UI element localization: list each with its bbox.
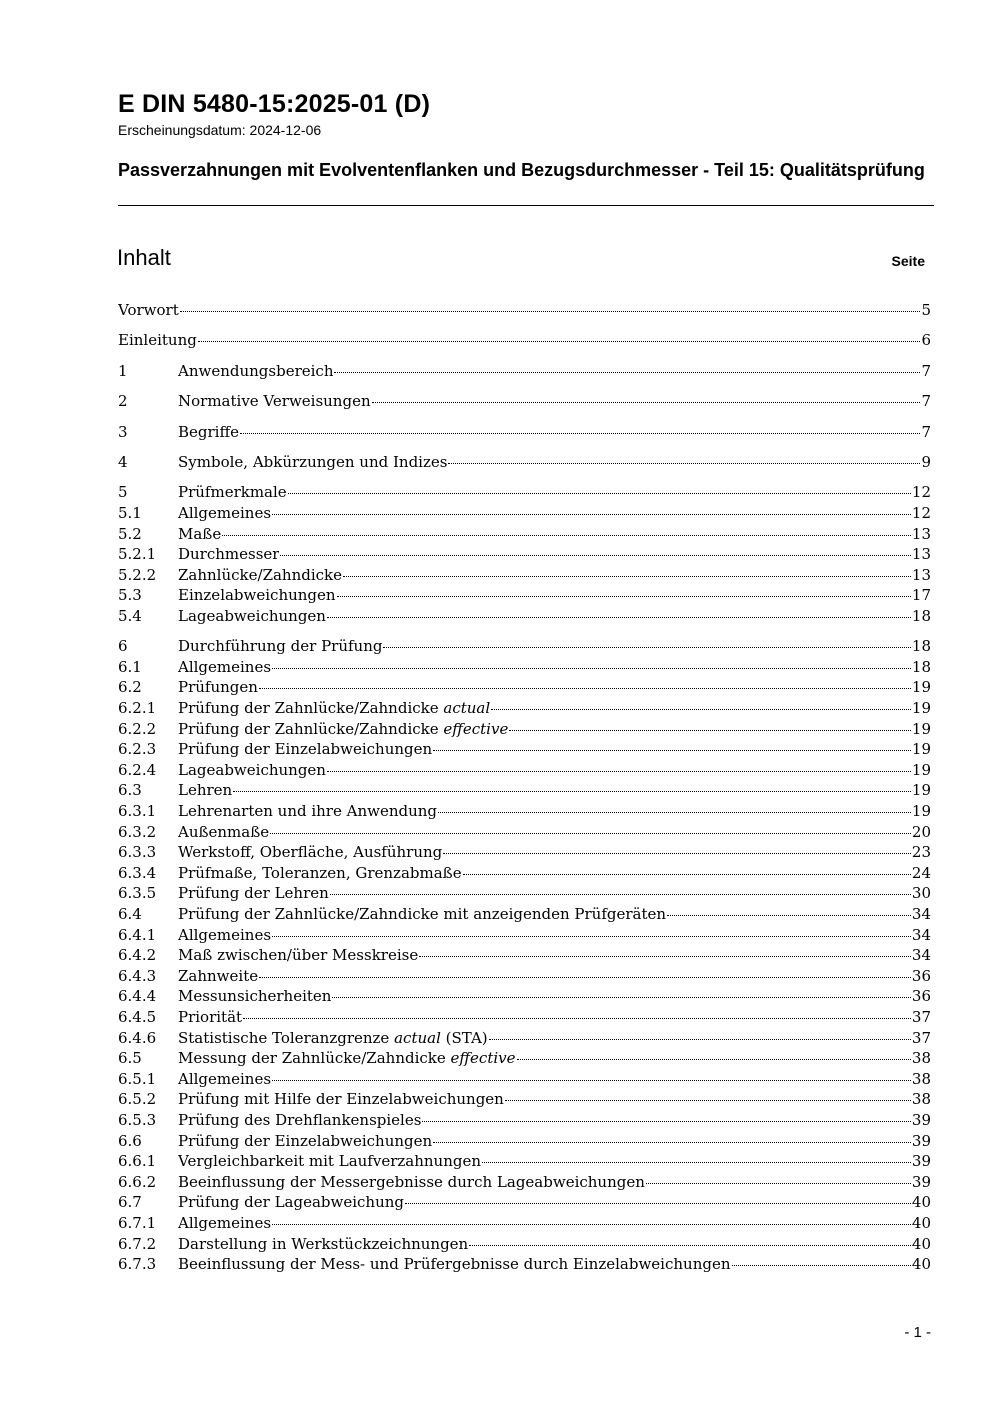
toc-entry-number: 6.4.4: [118, 987, 157, 1006]
document-title: Passverzahnungen mit Evolventenflanken und Bezugsdurchmesser - Teil 15: Qualitätsprüfung: [118, 160, 925, 180]
toc-entry-page: 39: [911, 1131, 931, 1150]
toc-entry[interactable]: [118, 1213, 931, 1234]
toc-entry-label-text: Zahnweite: [178, 966, 259, 985]
toc-entry-label: [178, 1172, 645, 1193]
toc-entry-number: 5.3: [118, 586, 142, 605]
toc-entry[interactable]: [118, 657, 931, 678]
toc-entry-number: 2: [118, 392, 128, 411]
toc-entry-label: [178, 636, 382, 657]
toc-dot-leader: [505, 1096, 911, 1101]
toc-entry-label: [178, 1131, 432, 1152]
toc-entry-label-text: Messung der Zahnlücke/Zahndicke: [178, 1049, 451, 1068]
toc-entry-label: [178, 1007, 242, 1028]
toc-entry-label: [178, 780, 232, 801]
toc-dot-leader: [180, 307, 921, 312]
toc-entry[interactable]: [118, 636, 931, 657]
toc-entry-number: 5.4: [118, 606, 142, 625]
toc-entry-label: [178, 452, 447, 473]
toc-entry[interactable]: [118, 1028, 931, 1049]
toc-entry-number: 6.4.6: [118, 1028, 157, 1047]
toc-entry-label-text: Darstellung in Werkstückzeichnungen: [178, 1234, 469, 1253]
toc-entry-page: 19: [911, 740, 931, 759]
toc-entry-page: 34: [911, 946, 931, 965]
toc-dot-leader: [489, 1035, 911, 1040]
toc-dot-leader: [272, 1220, 911, 1225]
toc-entry-page: 40: [911, 1255, 931, 1274]
toc-entry[interactable]: [118, 503, 931, 524]
toc-entry-label-text: Prüfung der Lageabweichung: [178, 1193, 405, 1212]
toc-dot-leader: [233, 787, 911, 792]
toc-entry[interactable]: [118, 842, 931, 863]
toc-entry-label-text: Einleitung: [118, 331, 197, 350]
toc-dot-leader: [272, 1076, 911, 1081]
toc-entry-number: 3: [118, 422, 128, 441]
toc-entry-page: 7: [921, 361, 931, 380]
toc-dot-leader: [491, 705, 911, 710]
toc-entry-label: [178, 1089, 504, 1110]
toc-entry-page: 9: [921, 452, 931, 471]
toc-entry-number: 6.3.4: [118, 863, 157, 882]
toc-entry-number: 6.3.3: [118, 843, 157, 862]
toc-entry-number: 6.4: [118, 905, 142, 924]
toc-entry-number: 6.4.3: [118, 966, 157, 985]
toc-entry-label-text: Prüfung der Zahnlücke/Zahndicke mit anzeigenden Prüfgeräten: [178, 905, 667, 924]
toc-entry-label-text: Vergleichbarkeit mit Laufverzahnungen: [178, 1152, 481, 1171]
toc-entry-label-text: Lehrenarten und ihre Anwendung: [178, 802, 438, 821]
toc-entry-page: 36: [911, 987, 931, 1006]
toc-dot-leader: [243, 1014, 911, 1019]
toc-entry-label-italic: actual: [443, 699, 491, 718]
toc-dot-leader: [517, 1055, 911, 1060]
toc-entry[interactable]: [118, 1131, 931, 1152]
toc-dot-leader: [259, 973, 911, 978]
toc-entry[interactable]: [118, 606, 931, 627]
toc-entry-label: [178, 422, 239, 443]
toc-entry-page: 5: [921, 301, 931, 319]
toc-entry-number: 6.1: [118, 657, 142, 676]
toc-entry-number: 6.2.4: [118, 760, 157, 779]
toc-entry-page: 37: [911, 1007, 931, 1026]
toc-entry-label-text: Prüfung der Einzelabweichungen: [178, 740, 433, 759]
toc-dot-leader: [469, 1241, 911, 1246]
publication-date: [118, 122, 321, 138]
toc-entry-label: [178, 698, 490, 719]
toc-entry-label-text: Werkstoff, Oberfläche, Ausführung: [178, 843, 443, 862]
toc-entry-label-text: Maße: [178, 524, 222, 543]
toc-entry-number: 4: [118, 452, 128, 471]
toc-entry-label: [178, 904, 666, 925]
toc-entry-label-text: Prüfmerkmale: [178, 483, 287, 502]
toc-entry-page: 19: [911, 678, 931, 697]
page-number: - 1 -: [904, 1324, 931, 1341]
toc-entry-number: 6.3: [118, 781, 142, 800]
toc-entry-page: 17: [911, 586, 931, 605]
toc-entry-label: [178, 1069, 271, 1090]
toc-entry[interactable]: [118, 986, 931, 1007]
toc-entry-label-text: Lageabweichungen: [178, 760, 326, 779]
toc-entry-number: 6.5.1: [118, 1069, 157, 1088]
toc-entry-label: [178, 822, 269, 843]
toc-entry-number: 6.6: [118, 1131, 142, 1150]
toc-entry[interactable]: [118, 361, 931, 382]
toc-entry-number: 6.5.3: [118, 1110, 157, 1129]
toc-entry-label-text: Beeinflussung der Messergebnisse durch Lageabweichungen: [178, 1172, 645, 1191]
toc-entry-page: 40: [911, 1213, 931, 1232]
toc-entry-page: 39: [911, 1110, 931, 1129]
toc-entry[interactable]: [118, 482, 931, 503]
toc-entry-label-text: Allgemeines: [178, 925, 272, 944]
toc-entry[interactable]: [118, 1069, 931, 1090]
toc-entry-page: 13: [911, 565, 931, 584]
toc-entry-label-suffix: (STA): [440, 1028, 488, 1047]
toc-entry-label: [178, 925, 271, 946]
toc-dot-leader: [509, 726, 911, 731]
toc-entry-page: 38: [911, 1049, 931, 1068]
toc-entry-label-text: Prüfmaße, Toleranzen, Grenzabmaße: [178, 863, 462, 882]
toc-entry-page: 19: [911, 699, 931, 718]
toc-entry[interactable]: [118, 780, 931, 801]
toc-entry-page: 13: [911, 524, 931, 543]
toc-entry-label: [178, 1213, 271, 1234]
toc-entry-number: 6.5: [118, 1049, 142, 1068]
toc-entry-page: 40: [911, 1234, 931, 1253]
toc-dot-leader: [433, 746, 911, 751]
toc-dot-leader: [422, 1117, 910, 1122]
toc-entry-number: 6.4.2: [118, 946, 157, 965]
toc-dot-leader: [443, 849, 911, 854]
toc-entry[interactable]: [118, 422, 931, 443]
toc-entry-number: 6.2.3: [118, 740, 157, 759]
toc-entry-label-text: Beeinflussung der Mess- und Prüfergebnisse durch Einzelabweichungen: [178, 1255, 731, 1274]
toc-entry-page: 12: [911, 503, 931, 522]
toc-entry-page: 23: [911, 843, 931, 862]
toc-entry-label: [178, 1254, 731, 1275]
toc-entry-number: 6.7.2: [118, 1234, 157, 1253]
toc-entry-number: 6.3.5: [118, 884, 157, 903]
toc-entry-number: 5.2: [118, 524, 142, 543]
toc-entry-label: [178, 585, 336, 606]
toc-entry[interactable]: [118, 719, 931, 740]
toc-entry-number: 6.5.2: [118, 1090, 157, 1109]
toc-entry-label-text: Messunsicherheiten: [178, 987, 332, 1006]
toc-entry-page: 20: [911, 822, 931, 841]
toc-dot-leader: [732, 1261, 911, 1266]
toc-entry-number: 5.2.1: [118, 545, 157, 564]
toc-entry-number: 5.1: [118, 503, 142, 522]
toc-entry-label: [178, 361, 333, 382]
toc-dot-leader: [433, 1138, 911, 1143]
toc-entry-label-text: Anwendungsbereich: [178, 361, 334, 380]
toc-entry-number: 6.3.1: [118, 802, 157, 821]
toc-entry-label: [118, 300, 179, 321]
toc-entry-label-text: Prüfung des Drehflankenspieles: [178, 1110, 422, 1129]
toc-entry[interactable]: [118, 1151, 931, 1172]
toc-entry[interactable]: [118, 1254, 931, 1275]
toc-entry-label: [178, 801, 437, 822]
toc-entry[interactable]: [118, 677, 931, 698]
toc-entry-page: 37: [911, 1028, 931, 1047]
toc-entry-page: 34: [911, 925, 931, 944]
toc-dot-leader: [337, 592, 911, 597]
toc-entry[interactable]: [118, 330, 931, 351]
toc-entry[interactable]: [118, 945, 931, 966]
toc-entry-number: 6.4.1: [118, 925, 157, 944]
toc-entry-label: [178, 503, 271, 524]
toc-entry-label: [178, 863, 462, 884]
toc-entry-number: 6.2.1: [118, 699, 157, 718]
toc-entry-label-text: Begriffe: [178, 422, 240, 441]
toc-dot-leader: [482, 1158, 911, 1163]
toc-entry-number: 6.2.2: [118, 719, 157, 738]
toc-entry-number: 6.2: [118, 678, 142, 697]
toc-entry-label-text: Durchführung der Prüfung: [178, 637, 383, 656]
toc-entry[interactable]: [118, 739, 931, 760]
contents-heading: Inhalt: [117, 245, 171, 270]
toc-entry-label-text: Symbole, Abkürzungen und Indizes: [178, 452, 448, 471]
toc-dot-leader: [288, 489, 911, 494]
toc-entry[interactable]: [118, 1089, 931, 1110]
toc-entry[interactable]: [118, 966, 931, 987]
toc-entry[interactable]: [118, 1110, 931, 1131]
toc-entry-label: [178, 883, 329, 904]
toc-entry-label: [178, 677, 258, 698]
toc-dot-leader: [327, 613, 911, 618]
toc-entry-number: 6.7.3: [118, 1255, 157, 1274]
toc-entry-label-text: Allgemeines: [178, 1069, 272, 1088]
toc-entry-label-text: Außenmaße: [178, 822, 270, 841]
toc-entry[interactable]: [118, 883, 931, 904]
toc-entry-page: 34: [911, 905, 931, 924]
toc-dot-leader: [272, 510, 911, 515]
toc-entry-number: 6.4.5: [118, 1007, 157, 1026]
toc-entry-number: 6.7.1: [118, 1213, 157, 1232]
toc-entry-label-italic: effective: [443, 719, 509, 738]
toc-dot-leader: [259, 684, 911, 689]
toc-entry-page: 7: [921, 422, 931, 441]
toc-entry-page: 40: [911, 1193, 931, 1212]
toc-entry-page: 19: [911, 760, 931, 779]
toc-entry-label-text: Prüfung der Einzelabweichungen: [178, 1131, 433, 1150]
toc-entry-label: [178, 1234, 468, 1255]
page-column-label: Seite: [891, 253, 925, 269]
toc-entry[interactable]: [118, 1007, 931, 1028]
toc-entry-page: 19: [911, 781, 931, 800]
toc-dot-leader: [330, 890, 911, 895]
toc-entry-page: 19: [911, 719, 931, 738]
toc-entry-page: 38: [911, 1090, 931, 1109]
toc-dot-leader: [419, 952, 911, 957]
toc-entry-number: 1: [118, 361, 128, 380]
toc-entry-page: 19: [911, 802, 931, 821]
toc-entry[interactable]: [118, 863, 931, 884]
toc-entry-number: 6.6.1: [118, 1152, 157, 1171]
toc-entry[interactable]: [118, 822, 931, 843]
toc-entry-number: 6: [118, 637, 128, 656]
table-of-contents: [118, 300, 931, 1275]
toc-entry-page: 36: [911, 966, 931, 985]
toc-entry-label-text: Prüfung der Zahnlücke/Zahndicke: [178, 719, 444, 738]
toc-dot-leader: [198, 337, 921, 342]
toc-entry-label-text: Zahnlücke/Zahndicke: [178, 565, 343, 584]
toc-entry-label-text: Maß zwischen/über Messkreise: [178, 946, 419, 965]
toc-entry-label: [178, 544, 279, 565]
toc-entry-label-italic: effective: [450, 1049, 516, 1068]
toc-entry-label: [178, 719, 508, 740]
toc-entry-label-text: Allgemeines: [178, 503, 272, 522]
toc-entry[interactable]: [118, 801, 931, 822]
toc-entry-label-text: Vorwort: [118, 301, 179, 319]
toc-dot-leader: [646, 1179, 911, 1184]
toc-entry-number: 6.7: [118, 1193, 142, 1212]
toc-entry-label-text: Durchmesser: [178, 545, 280, 564]
toc-dot-leader: [240, 429, 920, 434]
toc-entry-page: 18: [911, 637, 931, 656]
toc-dot-leader: [438, 808, 911, 813]
toc-entry-label-text: Lageabweichungen: [178, 606, 326, 625]
toc-entry-page: 18: [911, 606, 931, 625]
toc-entry-page: 6: [921, 331, 931, 350]
toc-dot-leader: [463, 870, 911, 875]
toc-entry[interactable]: [118, 1234, 931, 1255]
document-id: E DIN 5480-15:2025-01 (D): [118, 90, 431, 118]
toc-entry-page: 13: [911, 545, 931, 564]
toc-entry-number: 6.6.2: [118, 1172, 157, 1191]
toc-entry[interactable]: [118, 698, 931, 719]
toc-entry-label-text: Statistische Toleranzgrenze: [178, 1028, 395, 1047]
publication-date-label: Erscheinungsdatum: [118, 122, 242, 138]
toc-entry-page: 7: [921, 392, 931, 411]
toc-entry[interactable]: [118, 904, 931, 925]
toc-entry-label-text: Allgemeines: [178, 657, 272, 676]
toc-entry-number: 6.3.2: [118, 822, 157, 841]
toc-entry-label: [178, 606, 326, 627]
toc-entry-label-text: Lehren: [178, 781, 233, 800]
toc-entry[interactable]: [118, 524, 931, 545]
toc-entry-label: [178, 565, 342, 586]
toc-dot-leader: [405, 1199, 911, 1204]
toc-entry-label-text: Prüfung der Lehren: [178, 884, 329, 903]
toc-entry-page: 18: [911, 657, 931, 676]
toc-entry[interactable]: [118, 391, 931, 412]
toc-entry-label: [178, 1048, 516, 1069]
toc-entry-label-text: Priorität: [178, 1007, 243, 1026]
toc-entry[interactable]: [118, 1172, 931, 1193]
toc-entry-page: 39: [911, 1152, 931, 1171]
toc-entry-label: [178, 760, 326, 781]
toc-entry-page: 24: [911, 863, 931, 882]
toc-entry-label: [178, 739, 432, 760]
toc-entry-number: 5.2.2: [118, 565, 157, 584]
toc-dot-leader: [332, 993, 910, 998]
toc-entry[interactable]: [118, 565, 931, 586]
toc-dot-leader: [280, 551, 910, 556]
toc-entry-label-text: Prüfung der Zahnlücke/Zahndicke: [178, 699, 444, 718]
toc-entry-label-italic: actual: [394, 1028, 441, 1047]
toc-dot-leader: [343, 572, 911, 577]
toc-entry-label: [178, 391, 371, 412]
toc-entry[interactable]: [118, 300, 931, 321]
toc-entry[interactable]: [118, 760, 931, 781]
toc-dot-leader: [270, 829, 911, 834]
toc-entry[interactable]: [118, 585, 931, 606]
toc-dot-leader: [272, 932, 911, 937]
toc-entry-label: [118, 330, 197, 351]
toc-entry-label: [178, 1028, 488, 1049]
toc-dot-leader: [383, 643, 910, 648]
toc-entry-number: 5: [118, 483, 128, 502]
toc-entry-label: [178, 524, 221, 545]
title-divider: [118, 205, 934, 206]
toc-dot-leader: [667, 911, 911, 916]
toc-dot-leader: [327, 767, 911, 772]
toc-entry-label: [178, 1151, 481, 1172]
toc-dot-leader: [272, 664, 911, 669]
toc-dot-leader: [334, 368, 920, 373]
toc-entry-label-text: Allgemeines: [178, 1213, 272, 1232]
toc-dot-leader: [372, 398, 921, 403]
toc-entry[interactable]: [118, 1192, 931, 1213]
toc-entry[interactable]: [118, 925, 931, 946]
toc-entry-label: [178, 842, 442, 863]
toc-entry-page: 38: [911, 1069, 931, 1088]
toc-entry-label-text: Einzelabweichungen: [178, 586, 336, 605]
toc-dot-leader: [222, 531, 911, 536]
toc-entry-label-text: Normative Verweisungen: [178, 392, 371, 411]
toc-entry-page: 30: [911, 884, 931, 903]
toc-entry[interactable]: [118, 544, 931, 565]
toc-entry-label: [178, 986, 331, 1007]
publication-date-value: : 2024-12-06: [241, 122, 322, 138]
toc-dot-leader: [448, 459, 920, 464]
toc-entry[interactable]: [118, 452, 931, 473]
toc-entry-label: [178, 1192, 404, 1213]
toc-entry-label: [178, 1110, 421, 1131]
toc-entry-label: [178, 945, 418, 966]
toc-entry-page: 12: [911, 483, 931, 502]
toc-entry-label: [178, 657, 271, 678]
toc-entry[interactable]: [118, 1048, 931, 1069]
toc-entry-label: [178, 482, 287, 503]
toc-entry-label: [178, 966, 258, 987]
toc-entry-label-text: Prüfungen: [178, 678, 258, 697]
toc-entry-page: 39: [911, 1172, 931, 1191]
toc-entry-label-text: Prüfung mit Hilfe der Einzelabweichungen: [178, 1090, 504, 1109]
